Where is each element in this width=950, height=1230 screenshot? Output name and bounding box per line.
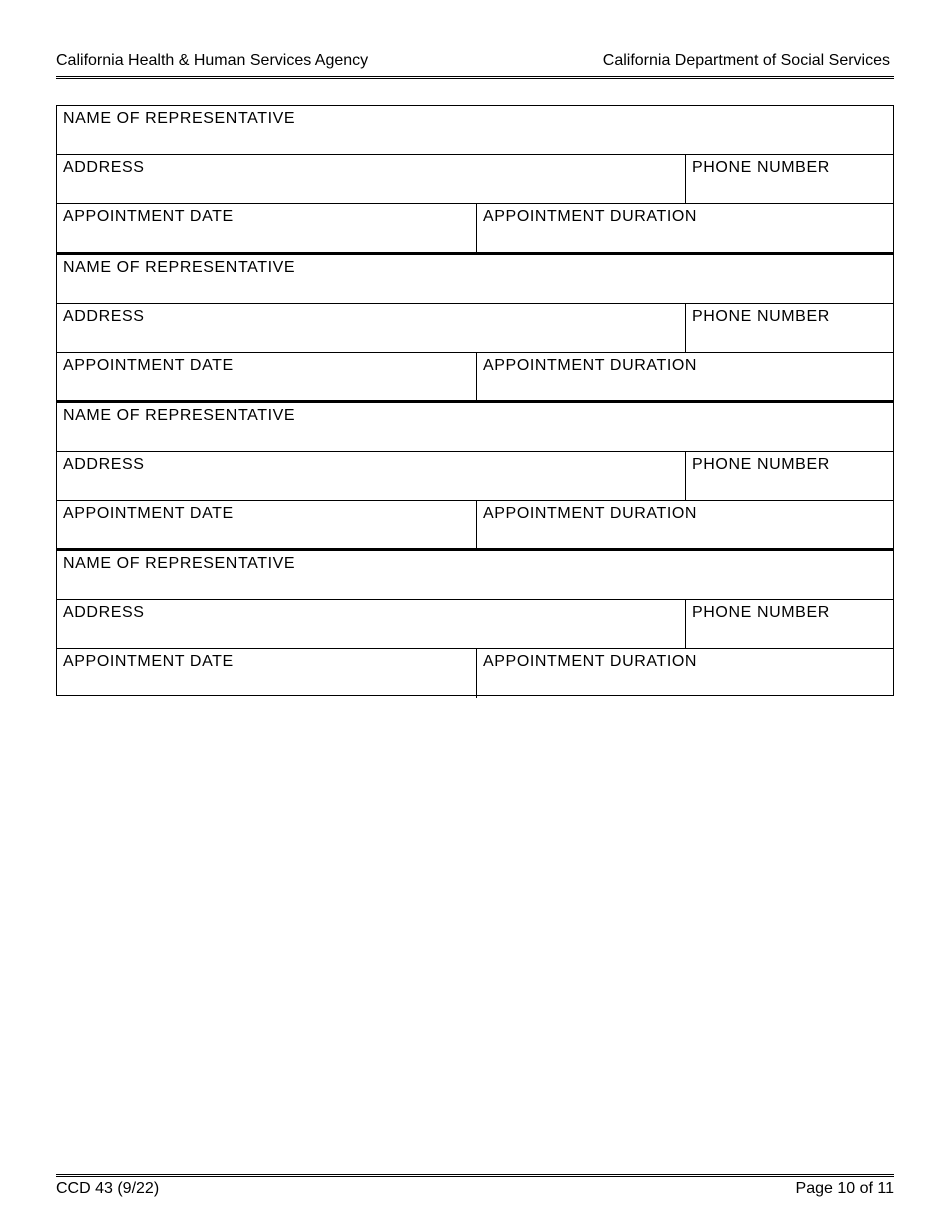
field-label: APPOINTMENT DURATION bbox=[483, 208, 698, 225]
field-label: NAME OF REPRESENTATIVE bbox=[63, 555, 296, 572]
field-label: ADDRESS bbox=[63, 456, 145, 473]
address-field[interactable] bbox=[57, 155, 685, 203]
field-label: NAME OF REPRESENTATIVE bbox=[63, 110, 296, 127]
field-label: ADDRESS bbox=[63, 159, 145, 176]
address-field[interactable] bbox=[57, 600, 685, 648]
field-label: PHONE NUMBER bbox=[692, 308, 830, 325]
footer-rule bbox=[56, 1174, 894, 1177]
appointment-duration-field[interactable] bbox=[476, 204, 893, 253]
name-row bbox=[57, 551, 893, 600]
representative-form bbox=[56, 105, 894, 696]
field-label: APPOINTMENT DATE bbox=[63, 653, 234, 670]
field-label: ADDRESS bbox=[63, 604, 145, 621]
field-label: NAME OF REPRESENTATIVE bbox=[63, 259, 296, 276]
appointment-row bbox=[57, 353, 893, 402]
phone-number-field[interactable] bbox=[685, 452, 893, 500]
appointment-date-field[interactable] bbox=[57, 649, 476, 698]
field-label: APPOINTMENT DATE bbox=[63, 505, 234, 522]
appointment-date-field[interactable] bbox=[57, 204, 476, 253]
appointment-duration-field[interactable] bbox=[476, 501, 893, 550]
header-rule bbox=[56, 76, 894, 79]
representative-block bbox=[56, 252, 894, 400]
department-name: California Department of Social Services bbox=[602, 52, 890, 69]
field-label: PHONE NUMBER bbox=[692, 456, 830, 473]
phone-number-field[interactable] bbox=[685, 600, 893, 648]
name-of-representative-field[interactable] bbox=[57, 403, 893, 451]
address-row bbox=[57, 600, 893, 649]
field-label: PHONE NUMBER bbox=[692, 604, 830, 621]
name-row bbox=[57, 255, 893, 304]
page-number: Page 10 of 11 bbox=[795, 1180, 894, 1197]
phone-number-field[interactable] bbox=[685, 155, 893, 203]
agency-name: California Health & Human Services Agency bbox=[56, 52, 369, 69]
appointment-row bbox=[57, 649, 893, 698]
field-label: APPOINTMENT DURATION bbox=[483, 357, 698, 374]
name-row bbox=[57, 403, 893, 452]
address-field[interactable] bbox=[57, 304, 685, 352]
appointment-date-field[interactable] bbox=[57, 353, 476, 402]
page-footer bbox=[56, 1180, 894, 1200]
field-label: PHONE NUMBER bbox=[692, 159, 830, 176]
appointment-row bbox=[57, 204, 893, 253]
representative-block bbox=[56, 105, 894, 252]
appointment-date-field[interactable] bbox=[57, 501, 476, 550]
name-of-representative-field[interactable] bbox=[57, 255, 893, 303]
address-row bbox=[57, 155, 893, 204]
address-row bbox=[57, 304, 893, 353]
form-id: CCD 43 (9/22) bbox=[56, 1180, 160, 1197]
address-row bbox=[57, 452, 893, 501]
appointment-duration-field[interactable] bbox=[476, 353, 893, 402]
representative-block bbox=[56, 548, 894, 696]
field-label: APPOINTMENT DURATION bbox=[483, 653, 698, 670]
field-label: APPOINTMENT DURATION bbox=[483, 505, 698, 522]
field-label: APPOINTMENT DATE bbox=[63, 208, 234, 225]
field-label: APPOINTMENT DATE bbox=[63, 357, 234, 374]
name-row bbox=[57, 106, 893, 155]
phone-number-field[interactable] bbox=[685, 304, 893, 352]
appointment-duration-field[interactable] bbox=[476, 649, 893, 698]
appointment-row bbox=[57, 501, 893, 550]
name-of-representative-field[interactable] bbox=[57, 551, 893, 599]
field-label: NAME OF REPRESENTATIVE bbox=[63, 407, 296, 424]
field-label: ADDRESS bbox=[63, 308, 145, 325]
page-header bbox=[56, 52, 894, 74]
name-of-representative-field[interactable] bbox=[57, 106, 893, 154]
address-field[interactable] bbox=[57, 452, 685, 500]
representative-block bbox=[56, 400, 894, 548]
